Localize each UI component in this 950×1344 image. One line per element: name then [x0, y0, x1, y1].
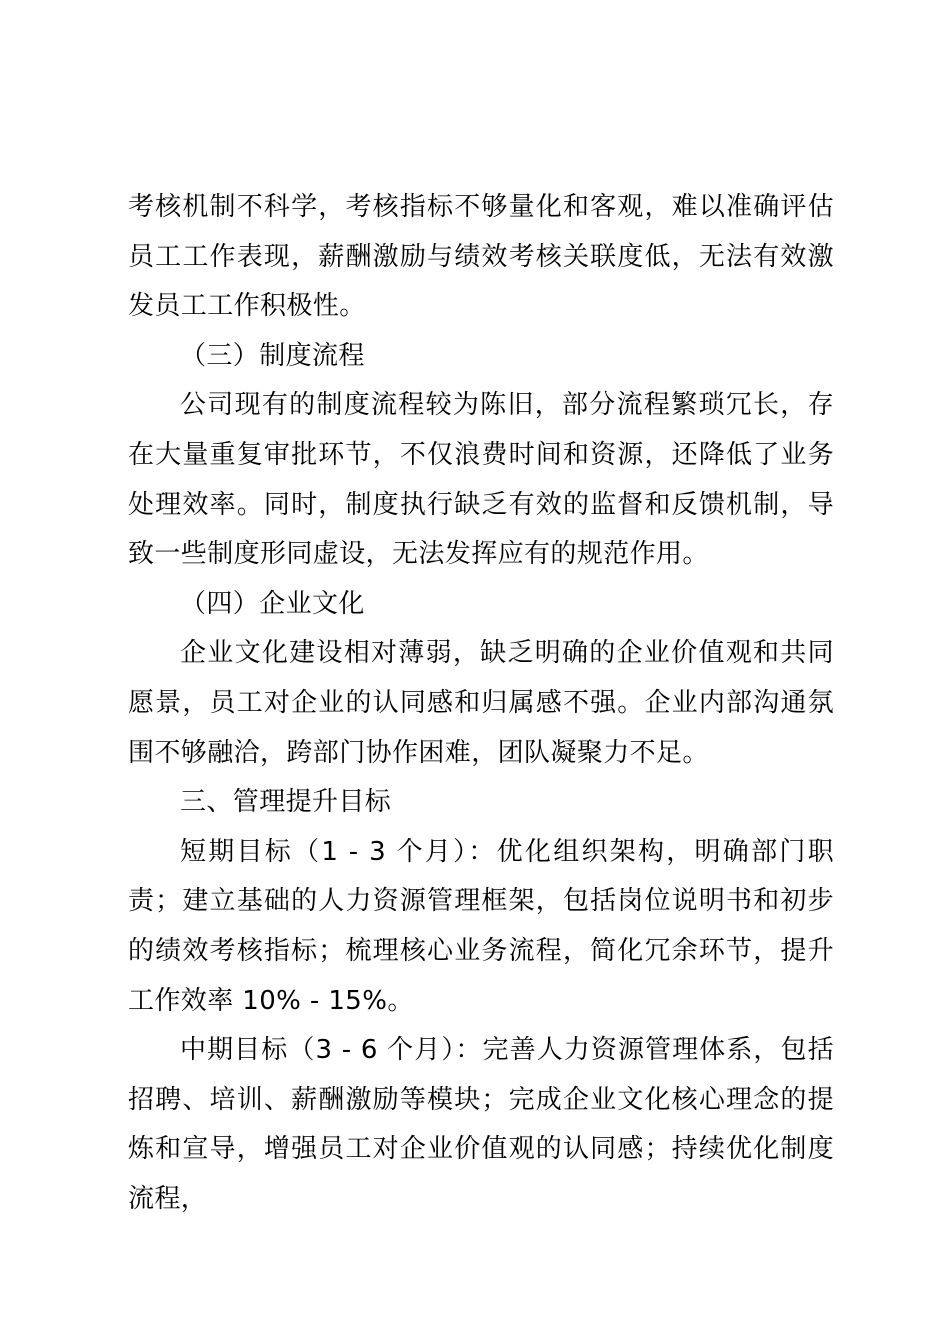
- document-body: [128, 183, 834, 1224]
- heading-system-process: （三）制度流程: [180, 340, 365, 371]
- paragraph-mid-term-goal: 中期目标（3 - 6 个月）：完善人力资源管理体系，包括招聘、培训、薪酬激励等模块；完成企业文化核心理念的提炼和宣导，增强员工对企业价值观的认同感；持续优化制度流程，: [128, 1035, 834, 1214]
- paragraph-short-term-goal: 短期目标（1 - 3 个月）：优化组织架构，明确部门职责；建立基础的人力资源管理框架，包括岗位说明书和初步的绩效考核指标；梳理核心业务流程，简化冗余环节，提升工作效率 10% - 15%。: [128, 836, 834, 1016]
- heading-management-goals: 三、管理提升目标: [180, 787, 392, 818]
- paragraph-corporate-culture: 企业文化建设相对薄弱，缺乏明确的企业价值观和共同愿景，员工对企业的认同感和归属感不强。企业内部沟通氛围不够融洽，跨部门协作困难，团队凝聚力不足。: [128, 638, 834, 768]
- heading-corporate-culture: （四）企业文化: [180, 588, 365, 619]
- paragraph-performance-assessment: 考核机制不科学，考核指标不够量化和客观，难以准确评估员工工作表现，薪酬激励与绩效考核关联度低，无法有效激发员工工作积极性。: [128, 192, 834, 322]
- paragraph-system-process: 公司现有的制度流程较为陈旧，部分流程繁琐冗长，存在大量重复审批环节，不仅浪费时间和资源，还降低了业务处理效率。同时，制度执行缺乏有效的监督和反馈机制，导致一些制度形同虚设，无法发挥应有的规范作用。: [128, 390, 834, 570]
